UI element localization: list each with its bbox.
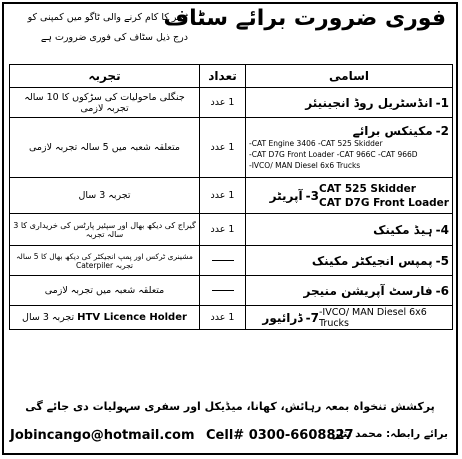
- job-6-post: 6- فارسٹ آپریشن منیجر: [246, 276, 453, 306]
- job-7-title: ڈرائیور: [262, 310, 303, 325]
- email-address[interactable]: Jobincango@hotmail.com: [10, 428, 195, 443]
- table-row: [10, 214, 453, 246]
- job-1-qty: 1 عدد: [200, 88, 246, 118]
- contact-person: برائے رابطہ: محمد نثار: [333, 428, 448, 440]
- table-row: [10, 276, 453, 306]
- job-5-qty: [200, 246, 246, 276]
- job-5-qty-dash: [212, 260, 234, 261]
- table-row: [10, 88, 453, 118]
- job-1-title: انڈسٹریل روڈ انجینیئر: [305, 95, 433, 110]
- job-2-title: مکینکس برائے: [352, 124, 433, 138]
- job-2-model: -CAT Engine 3406 -CAT 525 Skidder: [249, 139, 383, 148]
- job-5-experience-cell: [10, 246, 200, 276]
- cell-number[interactable]: Cell# 0300-6608827: [206, 428, 354, 443]
- benefits-text: پرکشش تنخواہ بمعہ رہائش، کھانا، میڈیکل اور سفری سہولیات دی جائے گی: [25, 400, 435, 413]
- job-7-qty: 1 عدد: [200, 306, 246, 330]
- column-post: اسامی: [246, 65, 453, 88]
- job-4-post: 4- ہیڈ مکینک: [246, 214, 453, 246]
- job-7-post: [246, 306, 453, 330]
- job-2-qty: 1 عدد: [200, 118, 246, 178]
- job-4-experience: گیراج کی دیکھ بھال اور سپئیر پارٹس کی خریداری کا 3 سالہ تجربہ: [10, 214, 200, 246]
- job-6-title: فارسٹ آپریشن منیجر: [303, 283, 433, 298]
- intro-text: ٹمبر کا کام کرنے والی ٹاگو میں کمپنی کو درج ذیل سٹاف کی فوری ضرورت ہے: [27, 12, 188, 43]
- job-4-qty: 1 عدد: [200, 214, 246, 246]
- header: [4, 4, 456, 62]
- job-6-number: 6: [440, 283, 449, 298]
- job-3-qty: 1 عدد: [200, 178, 246, 214]
- job-3-layout: CAT 525 Skidder CAT D7G Front Loader 3- آپریٹر: [269, 182, 449, 209]
- contact-line: [10, 424, 450, 450]
- job-3-model: CAT 525 Skidder: [319, 182, 416, 195]
- job-5-number: 5: [440, 253, 449, 268]
- job-advertisement: [2, 2, 458, 455]
- headline: فوری ضرورت برائے سٹاف: [163, 6, 446, 31]
- job-7-experience: تجربہ 3 سال: [22, 312, 75, 323]
- job-4-number: 4: [440, 222, 449, 237]
- job-1-experience: جنگلی ماحولیات کی سڑکوں کا 10 سالہ تجربہ لازمی: [10, 88, 200, 118]
- job-3-number: 3: [310, 188, 319, 203]
- job-2-model: -CAT D7G Front Loader -CAT 966C -CAT 966D: [249, 150, 418, 159]
- job-7-model: -IVCO/ MAN Diesel 6x6 Trucks: [319, 306, 427, 329]
- job-2-number: 2: [440, 124, 449, 138]
- job-7-licence: HTV Licence Holder: [77, 312, 187, 323]
- table-row: [10, 178, 453, 214]
- job-2-post: 2- مکینکس برائے -CAT Engine 3406 -CAT 525 Skidder -CAT D7G Front Loader -CAT 966C -CAT 966D -IVCO/ MAN Diesel 6x6 Trucks: [246, 118, 453, 178]
- job-5-post: 5- پمپس انجیکٹر مکینک: [246, 246, 453, 276]
- table-row: [10, 118, 453, 178]
- job-5-title: پمپس انجیکٹر مکینک: [311, 253, 433, 268]
- job-6-qty-dash: [212, 290, 234, 291]
- job-7-experience-cell: [10, 306, 200, 330]
- job-7-layout: -IVCO/ MAN Diesel 6x6 Trucks 7- ڈرائیور: [249, 307, 449, 329]
- column-experience: تجربہ: [10, 65, 200, 88]
- job-4-title: ہیڈ مکینک: [373, 222, 433, 237]
- job-1-post: 1- انڈسٹریل روڈ انجینیئر: [246, 88, 453, 118]
- jobs-table: [9, 64, 453, 330]
- job-2-model: -IVCO/ MAN Diesel 6x6 Trucks: [249, 161, 361, 170]
- table-header-row: [10, 65, 453, 88]
- job-6-qty: [200, 276, 246, 306]
- job-5-experience: مشینری ٹرکس اور پمپ انجیکٹر کی دیکھ بھال کا 5 سالہ تجربہ: [16, 251, 193, 270]
- table-row: [10, 306, 453, 330]
- table-row: [10, 246, 453, 276]
- job-5-brand: Caterpiler: [75, 260, 114, 270]
- job-1-number: 1: [440, 95, 449, 110]
- job-3-model: CAT D7G Front Loader: [319, 196, 449, 209]
- job-3-experience: تجربہ 3 سال: [10, 178, 200, 214]
- column-qty: تعداد: [200, 65, 246, 88]
- job-2-experience: متعلقہ شعبہ میں 5 سالہ تجربہ لازمی: [10, 118, 200, 178]
- job-3-post: [246, 178, 453, 214]
- job-6-experience: متعلقہ شعبہ میں تجربہ لازمی: [10, 276, 200, 306]
- job-3-title: آپریٹر: [269, 188, 303, 203]
- job-7-number: 7: [310, 310, 319, 325]
